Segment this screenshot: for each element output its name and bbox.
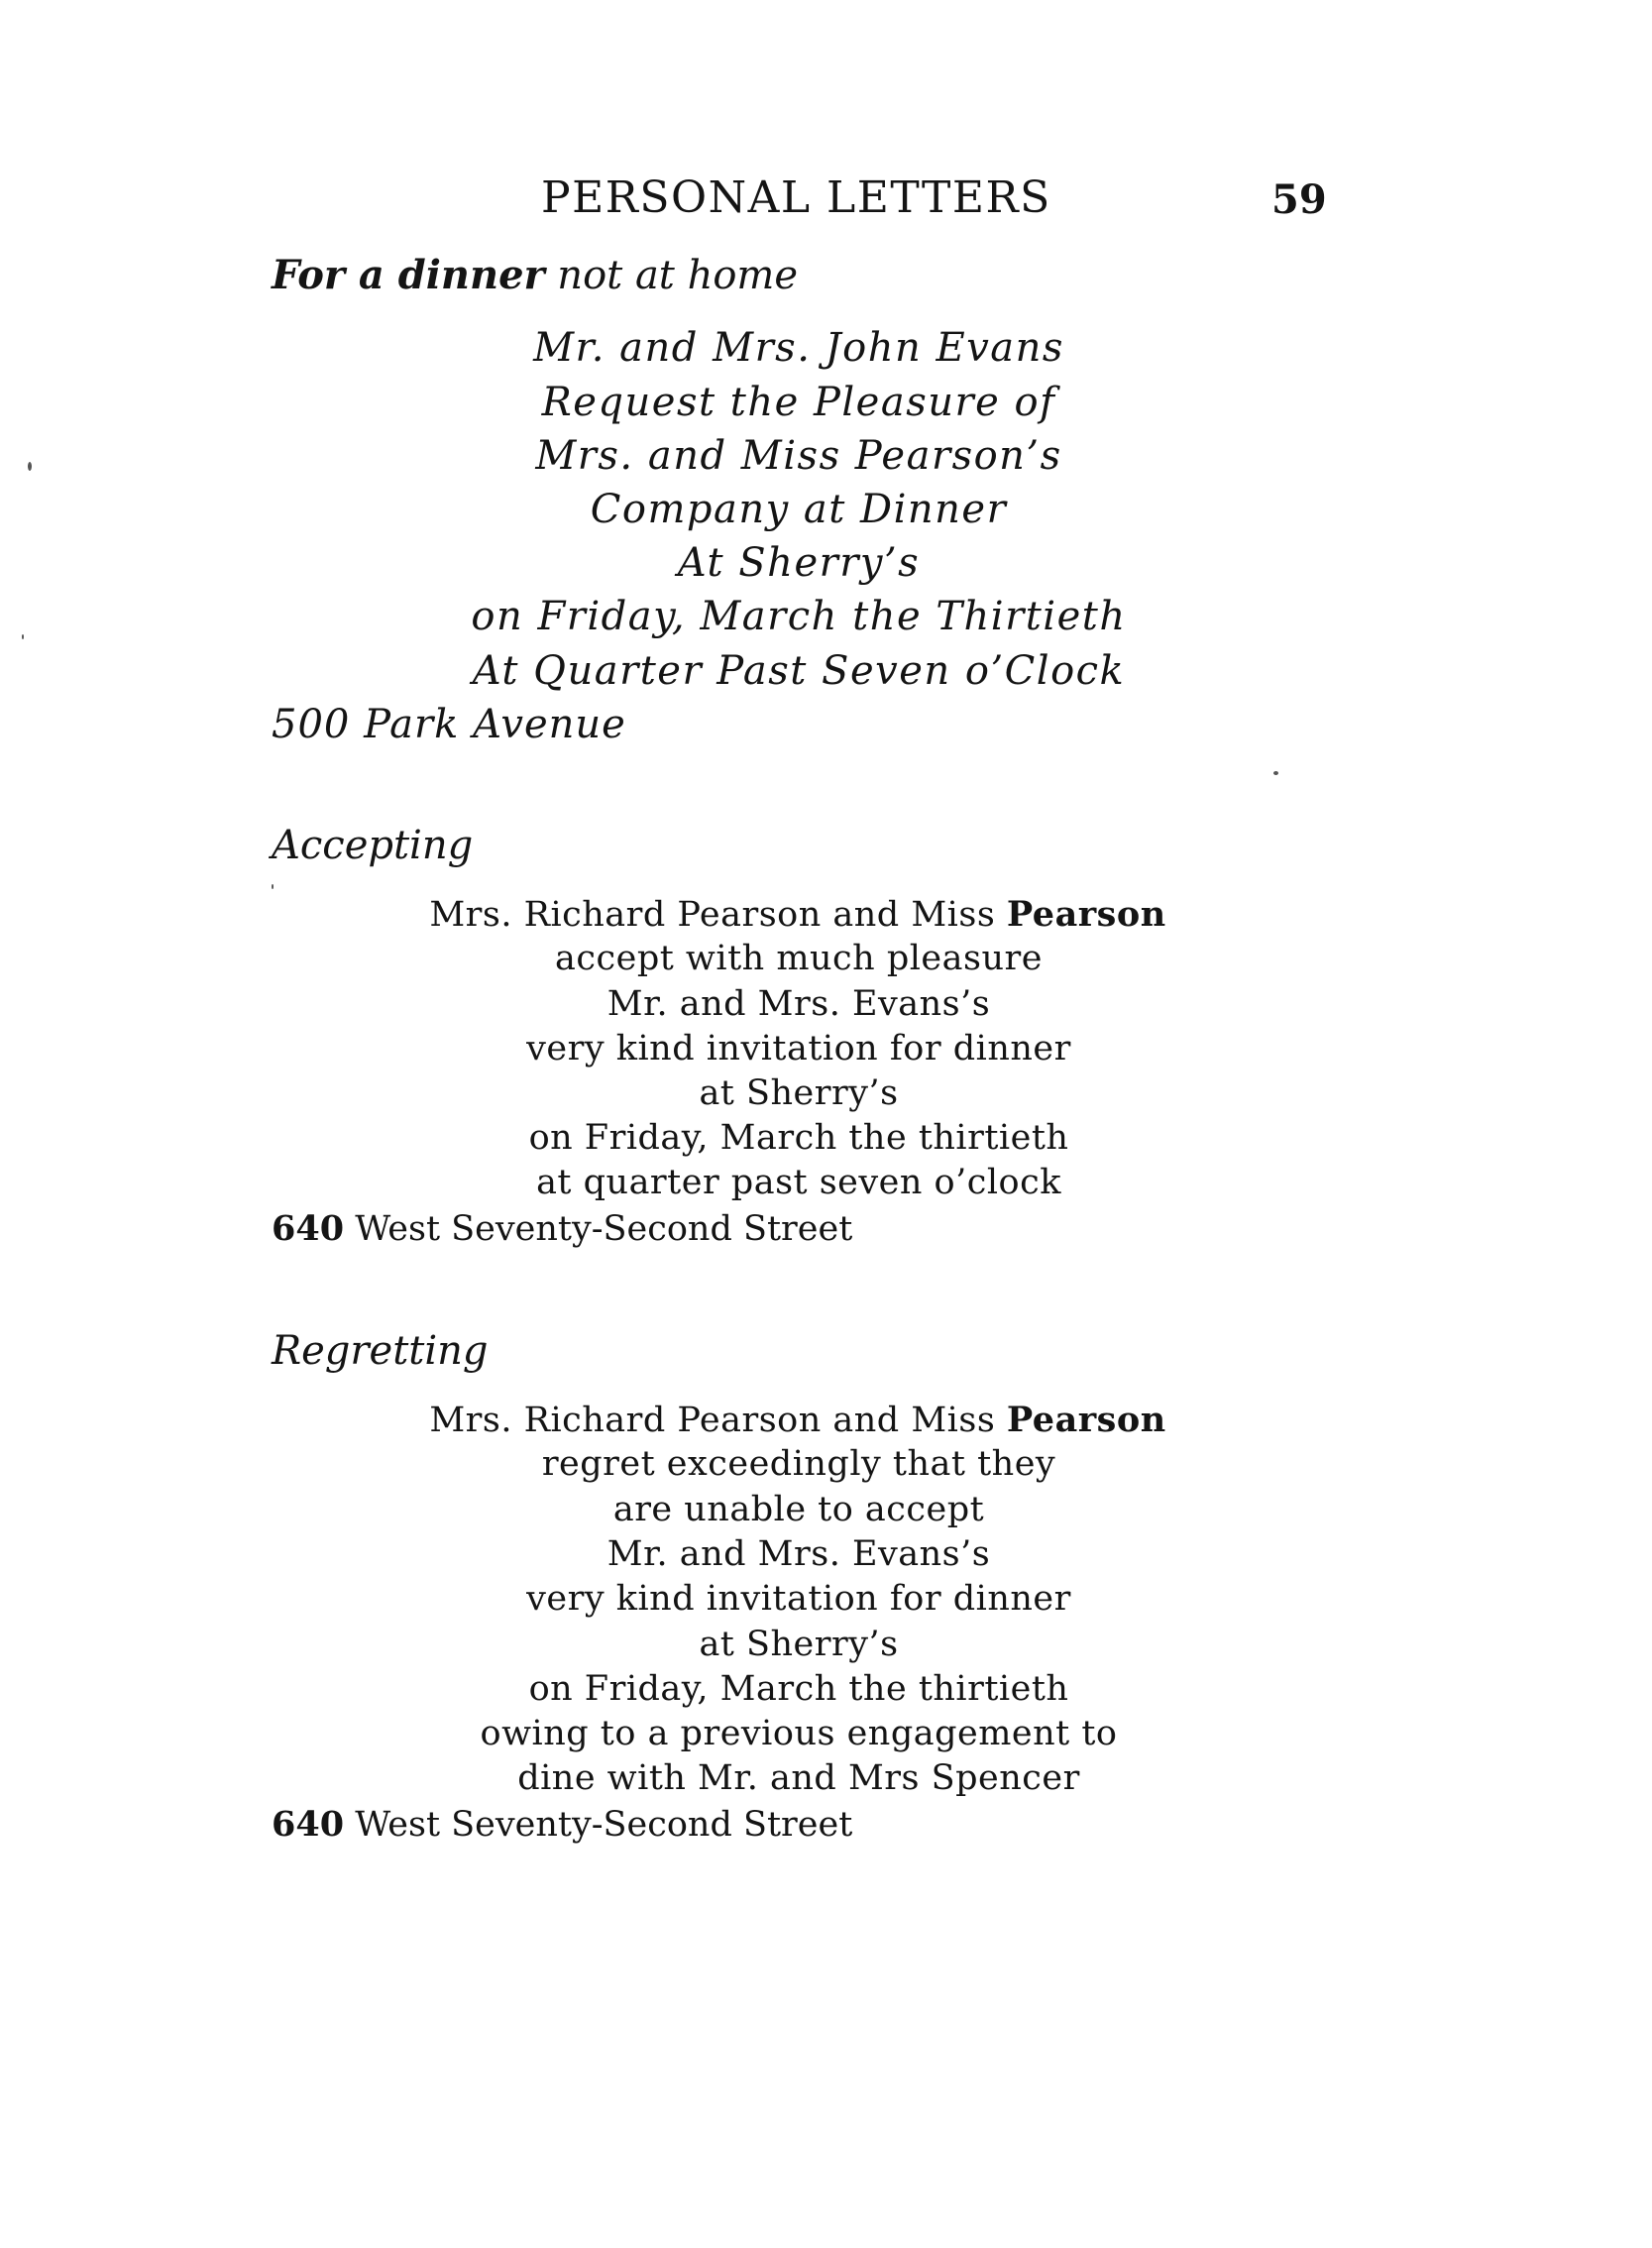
invitation-line: Request the Pleasure of [541,380,1056,425]
reply-line: regret exceedingly that they [541,1444,1056,1484]
reply-address-number: 640 [272,1208,345,1249]
dinner-heading-bold: For a dinner [272,252,545,298]
dinner-section-heading [272,252,798,298]
reply-address-number: 640 [272,1804,345,1845]
reply-line: Mr. and Mrs. Evans’s [606,1534,991,1574]
reply-address [272,1804,852,1845]
reply-line: at Sherry’s [699,1625,899,1664]
invitation-line: Mr. and Mrs. John Evans [533,325,1064,371]
reply-line: at quarter past seven o’clock [536,1163,1061,1202]
reply-first-line [429,1400,1165,1440]
scan-speck [1273,771,1278,775]
invitation-address: 500 Park Avenue [272,702,626,747]
scan-speck [22,634,24,639]
reply-line: Mr. and Mrs. Evans’s [606,984,991,1024]
reply-line: very kind invitation for dinner [526,1579,1071,1619]
invitation-line: on Friday, March the Thirtieth [471,594,1127,639]
reply-line: on Friday, March the thirtieth [528,1118,1069,1158]
reply-surname: Pearson [1006,1400,1166,1440]
regretting-section-heading: Regretting [272,1328,489,1374]
page-number: 59 [1271,176,1327,223]
invitation-line: At Sherry’s [677,540,921,586]
reply-address [272,1208,852,1249]
reply-line: accept with much pleasure [555,939,1043,978]
reply-line: very kind invitation for dinner [526,1029,1071,1068]
reply-line: owing to a previous engagement to [480,1714,1118,1753]
invitation-line: At Quarter Past Seven o’Clock [472,648,1126,694]
scan-speck [28,462,32,471]
reply-address-street: West Seventy-Second Street [344,1209,853,1249]
reply-names: Mrs. Richard Pearson and Miss [429,895,1007,935]
reply-line: at Sherry’s [699,1073,899,1113]
accepting-section-heading: Accepting [272,823,474,868]
reply-line: dine with Mr. and Mrs Spencer [517,1758,1080,1798]
invitation-line: Company at Dinner [590,487,1008,532]
reply-names: Mrs. Richard Pearson and Miss [429,1401,1007,1440]
reply-address-street: West Seventy-Second Street [344,1805,853,1845]
running-head: PERSONAL LETTERS [541,172,1051,223]
reply-first-line [429,894,1165,935]
reply-line: are unable to accept [612,1490,985,1529]
invitation-line: Mrs. and Miss Pearson’s [535,433,1062,479]
dinner-heading-rest: not at home [544,253,799,298]
reply-line: on Friday, March the thirtieth [528,1669,1069,1709]
scan-speck [272,884,274,889]
reply-surname: Pearson [1006,894,1166,935]
